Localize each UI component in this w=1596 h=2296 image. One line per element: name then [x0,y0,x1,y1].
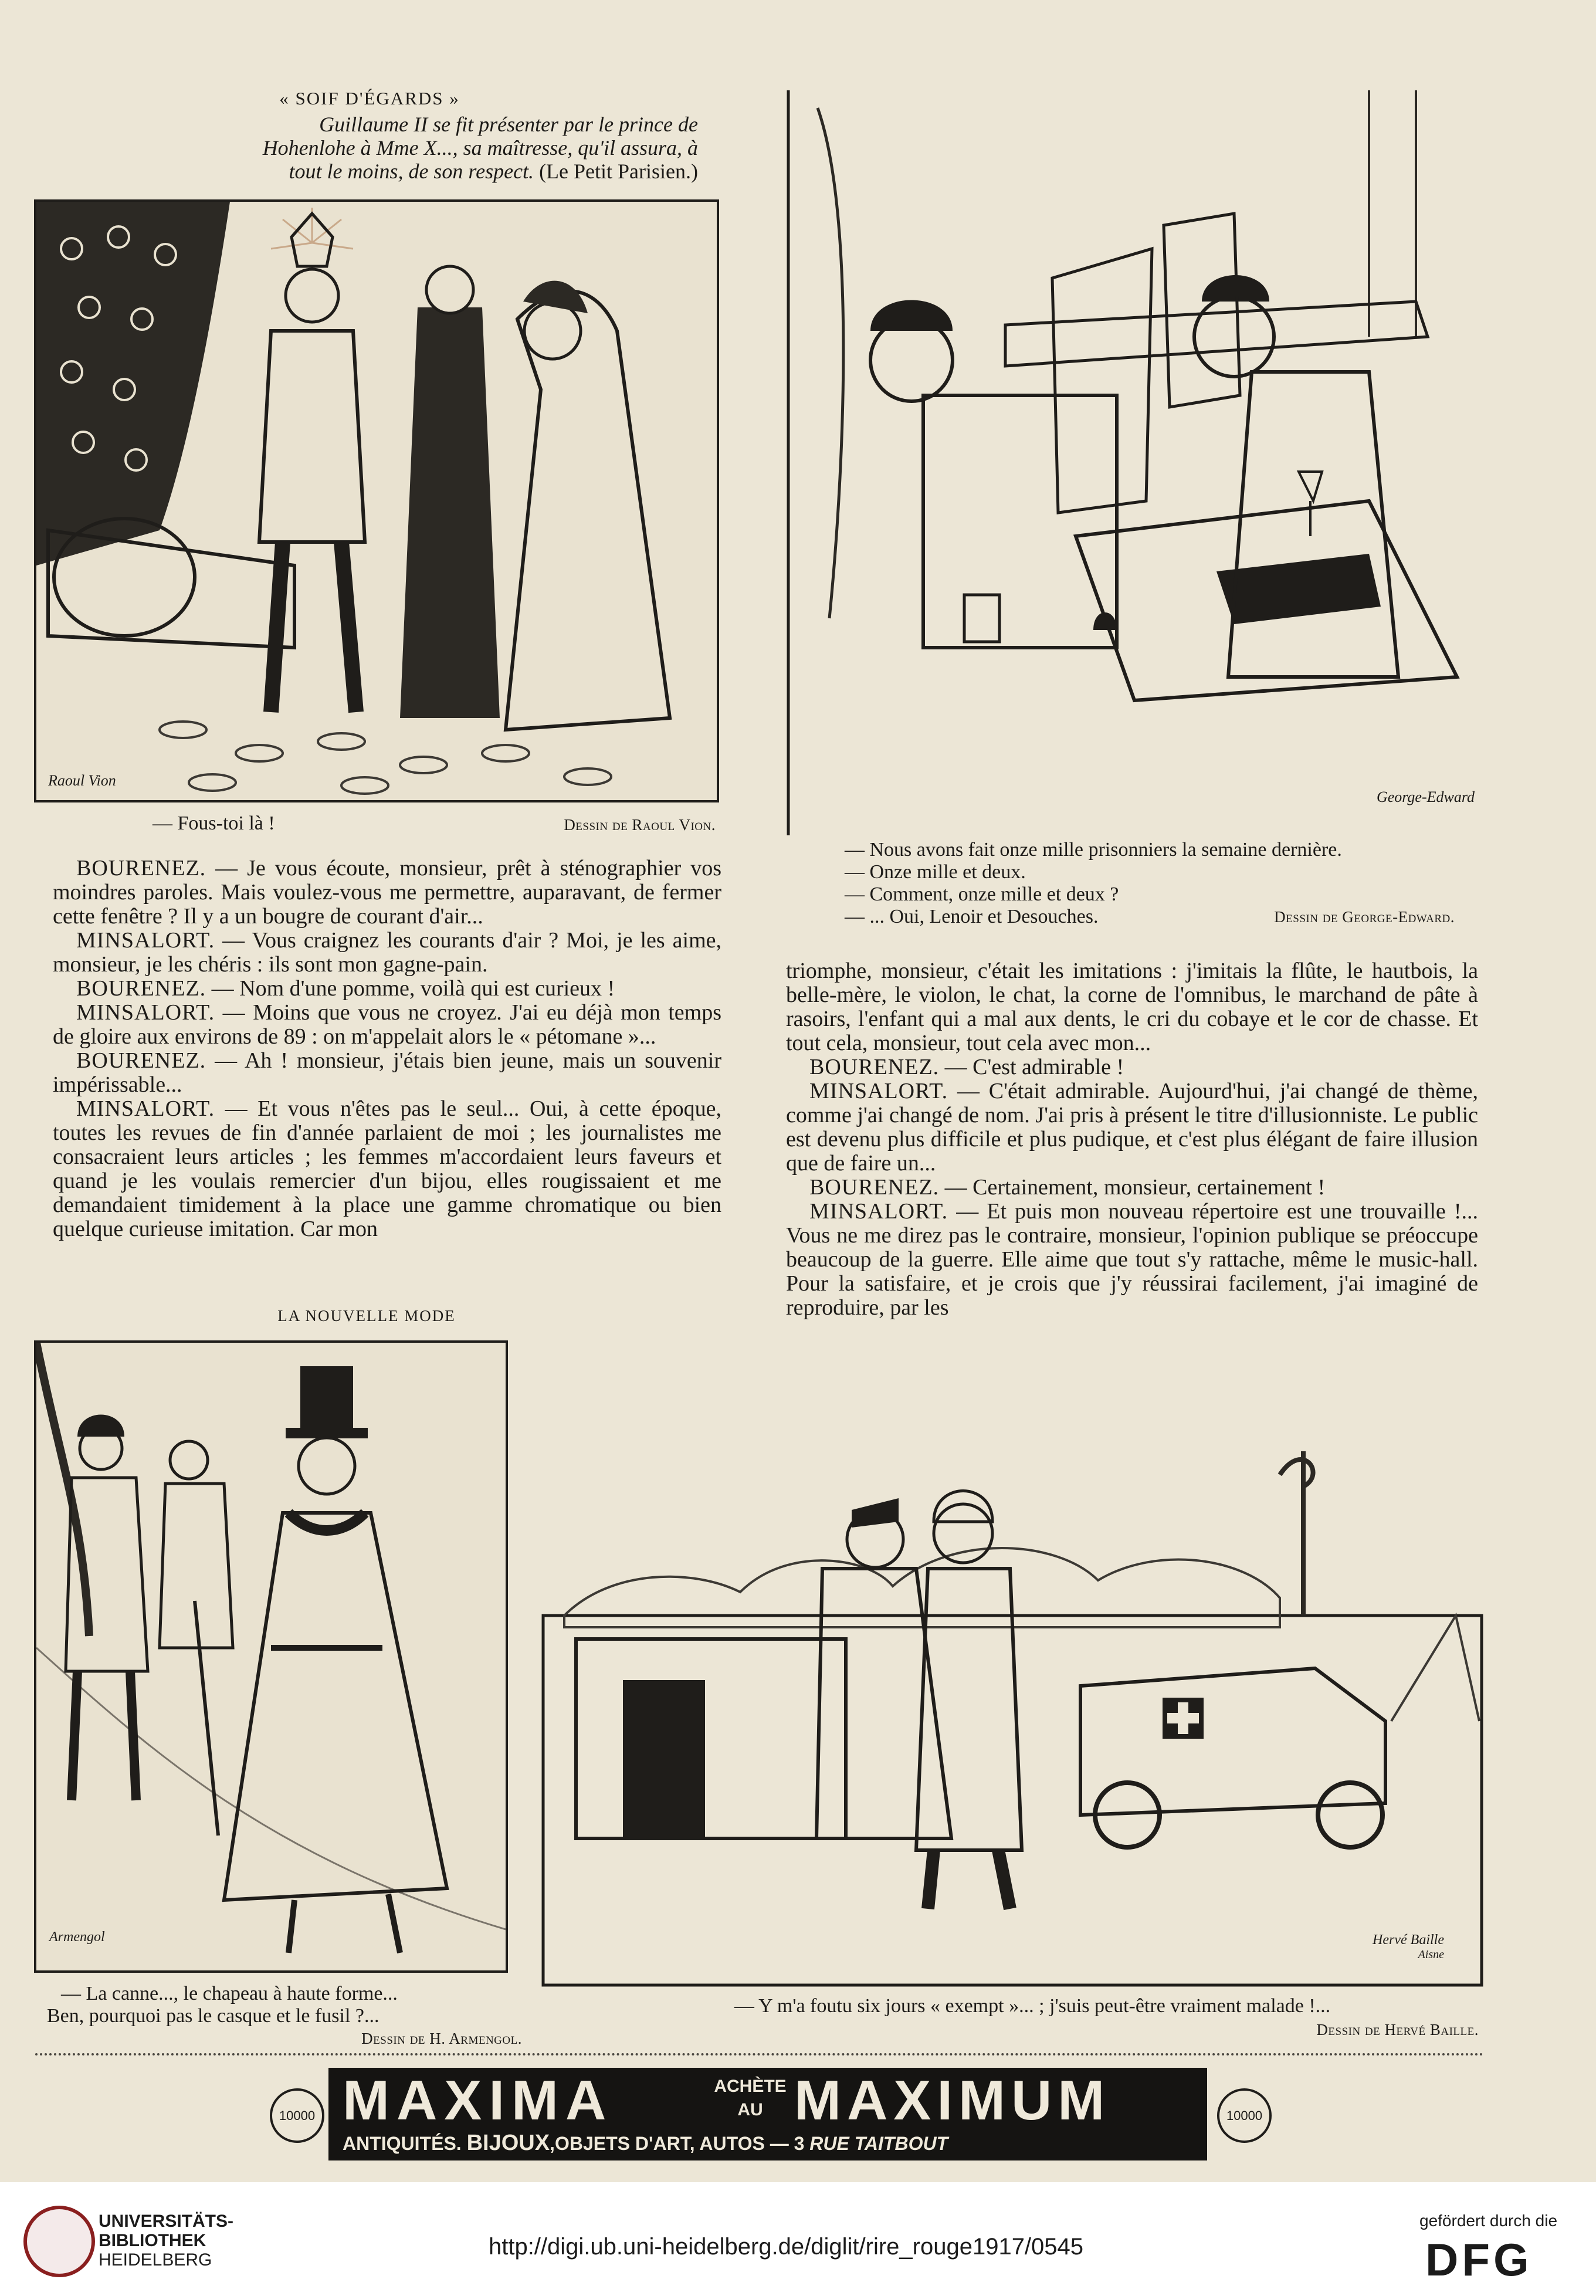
dialogue-paragraph: MINSALORT. — Moins que vous ne croyez. J'ai eu déjà mon temps de gloire aux environs de 89 : on m'appelait alors le « pétomane »... [53,1000,722,1049]
dialogue-paragraph: MINSALORT. — Vous craignez les courants d'air ? Moi, je les aime, monsieur, je les chéris : ils sont mon gagne-pain. [53,928,722,977]
dialogue-paragraph: BOURENEZ. — C'est admirable ! [809,1055,1124,1079]
kaiser-caption-text: — Fous-toi là ! [153,812,275,834]
ambulance-caption: — Y m'a foutu six jours « exempt »... ; j'suis peut-être vraiment malade !... [734,1995,1331,2017]
vion-signature: Raoul Vion [48,772,116,789]
cafe-caption-line: — Nous avons fait onze mille prisonniers la semaine dernière. [845,839,1342,861]
epigraph-line: Hohenlohe à Mme X..., sa maîtresse, qu'il assura, à [262,136,698,160]
dialogue-paragraph: MINSALORT. — Et vous n'êtes pas le seul... Oui, à cette époque, toutes les revues de fin d'année parlaient de moi ; les journalistes me consacraient leurs articles ; les femmes m'accordaient leurs faveurs et quand je les voulais remercier d'un bijou, elles rougissaient et me demandaient timidement à la place une gamme chromatique ou bien quelque curieuse imitation. Car mon [53,1096,721,1241]
cafe-caption [845,839,1490,928]
cafe-caption-line: — ... Oui, Lenoir et Desouches. Dessin de George-Edward. [845,906,1455,927]
baille-signature: Hervé Baille Aisne [1373,1932,1444,1961]
ad-right-word: MAXIMUM [794,2069,1111,2132]
dialogue-paragraph: BOURENEZ. — Ah ! monsieur, j'étais bien jeune, mais un souvenir impérissable... [53,1048,722,1097]
nouvelle-mode-caption-line: — La canne..., le chapeau à haute forme... [61,1983,398,2004]
cafe-caption-line: — Comment, onze mille et deux ? [845,883,1119,905]
dialogue-paragraph: MINSALORT. — Et puis mon nouveau répertoire est une trouvaille !... Vous ne me direz pas le contraire, monsieur, l'opinion publique se préoccupe beaucoup de la guerre. Elle aime que tout s'y rattache, même le music-hall. Pour la satisfaire, et je crois que j'y réussirai facilement, j'ai imaginé de reproduire, par les [786,1199,1479,1320]
cartoon-ambulance-art [541,1393,1485,1988]
nouvelle-mode-caption [47,1983,528,2050]
cartoon-cafe-art [782,90,1486,835]
heidelberg-seal-icon [23,2206,95,2277]
dialogue-paragraph: BOURENEZ. — Nom d'une pomme, voilà qui est curieux ! [76,976,615,1001]
interview-left-column [53,856,721,1241]
epigraph-line: tout le moins, de son respect. (Le Petit Parisien.) [289,160,698,183]
cartoon-kaiser [34,199,719,802]
source-url-link[interactable]: http://digi.ub.uni-heidelberg.de/diglit/rire_rouge1917/0545 [488,2234,1084,2260]
edward-credit: Dessin de George-Edward. [1274,908,1455,926]
library-name: UNIVERSITÄTS- BIBLIOTHEK HEIDELBERG [99,2212,234,2270]
armengol-signature: Armengol [49,1929,105,1945]
dialogue-paragraph: triomphe, monsieur, c'était les imitations : j'imitais la flûte, le hautbois, la belle-mère, le violon, le chat, la corne de l'omnibus, le marchand de pâte à rasoirs, l'enfant qui a mal aux dents, le cri du cobaye et le cor de chasse. Et tout cela, monsieur, tout cela avec mon... [786,959,1478,1055]
epigraph-source: (Le Petit Parisien.) [539,160,698,183]
dialogue-paragraph: BOURENEZ. — Je vous écoute, monsieur, prêt à sténographier vos moindres paroles. Mais voulez-vous me permettre, auparavant, de fermer cette fenêtre ? Il y a un bougre de courant d'air... [53,856,722,929]
cartoon-ambulance [538,1390,1487,1990]
dfg-logo: DFG [1425,2234,1533,2285]
baille-place: Aisne [1418,1948,1444,1961]
soif-heading: « SOIF D'ÉGARDS » [279,88,460,109]
dialogue-paragraph: MINSALORT. — C'était admirable. Aujourd'hui, j'ai changé de thème, comme j'ai changé de nom. J'ai pris à présent le titre d'illusionniste. Le public est devenu plus difficile et plus pudique, et c'est plus élégant de faire illusion que de faire un... [786,1079,1478,1176]
funded-by-label: gefördert durch die [1419,2212,1558,2230]
section-rule [35,2053,1484,2055]
cartoon-nouvelle-mode [34,1340,508,1973]
money-bag-left: 10000 [270,2088,324,2143]
epigraph [170,113,698,183]
epigraph-line: Guillaume II se fit présenter par le prince de [319,113,698,136]
nouvelle-mode-heading: LA NOUVELLE MODE [277,1307,456,1325]
baille-credit: Dessin de Hervé Baille. [1316,2021,1479,2038]
cartoon-cafe [780,88,1489,838]
cartoon-kaiser-art [36,202,717,800]
digitization-footer [0,2182,1596,2296]
money-bag-right: 10000 [1217,2088,1272,2143]
cartoon-nouvelle-mode-art [36,1343,506,1970]
ad-left-word: MAXIMA [343,2069,614,2132]
cafe-caption-line: — Onze mille et deux. [845,861,1026,883]
ad-subline: ANTIQUITÉS. BIJOUX,OBJETS D'ART, AUTOS — 3 RUE TAITBOUT [343,2131,948,2155]
kaiser-caption [153,812,716,835]
armengol-credit: Dessin de H. Armengol. [361,2030,522,2047]
nouvelle-mode-caption-line: Ben, pourquoi pas le casque et le fusil ?... [47,2005,379,2027]
edward-signature: George-Edward [1376,788,1475,805]
maxima-advertisement [328,2068,1207,2160]
vion-credit: Dessin de Raoul Vion. [564,816,716,834]
interview-right-column [786,959,1478,1320]
ad-mid: ACHÈTE AU [714,2077,787,2119]
dialogue-paragraph: BOURENEZ. — Certainement, monsieur, certainement ! [809,1175,1326,1200]
